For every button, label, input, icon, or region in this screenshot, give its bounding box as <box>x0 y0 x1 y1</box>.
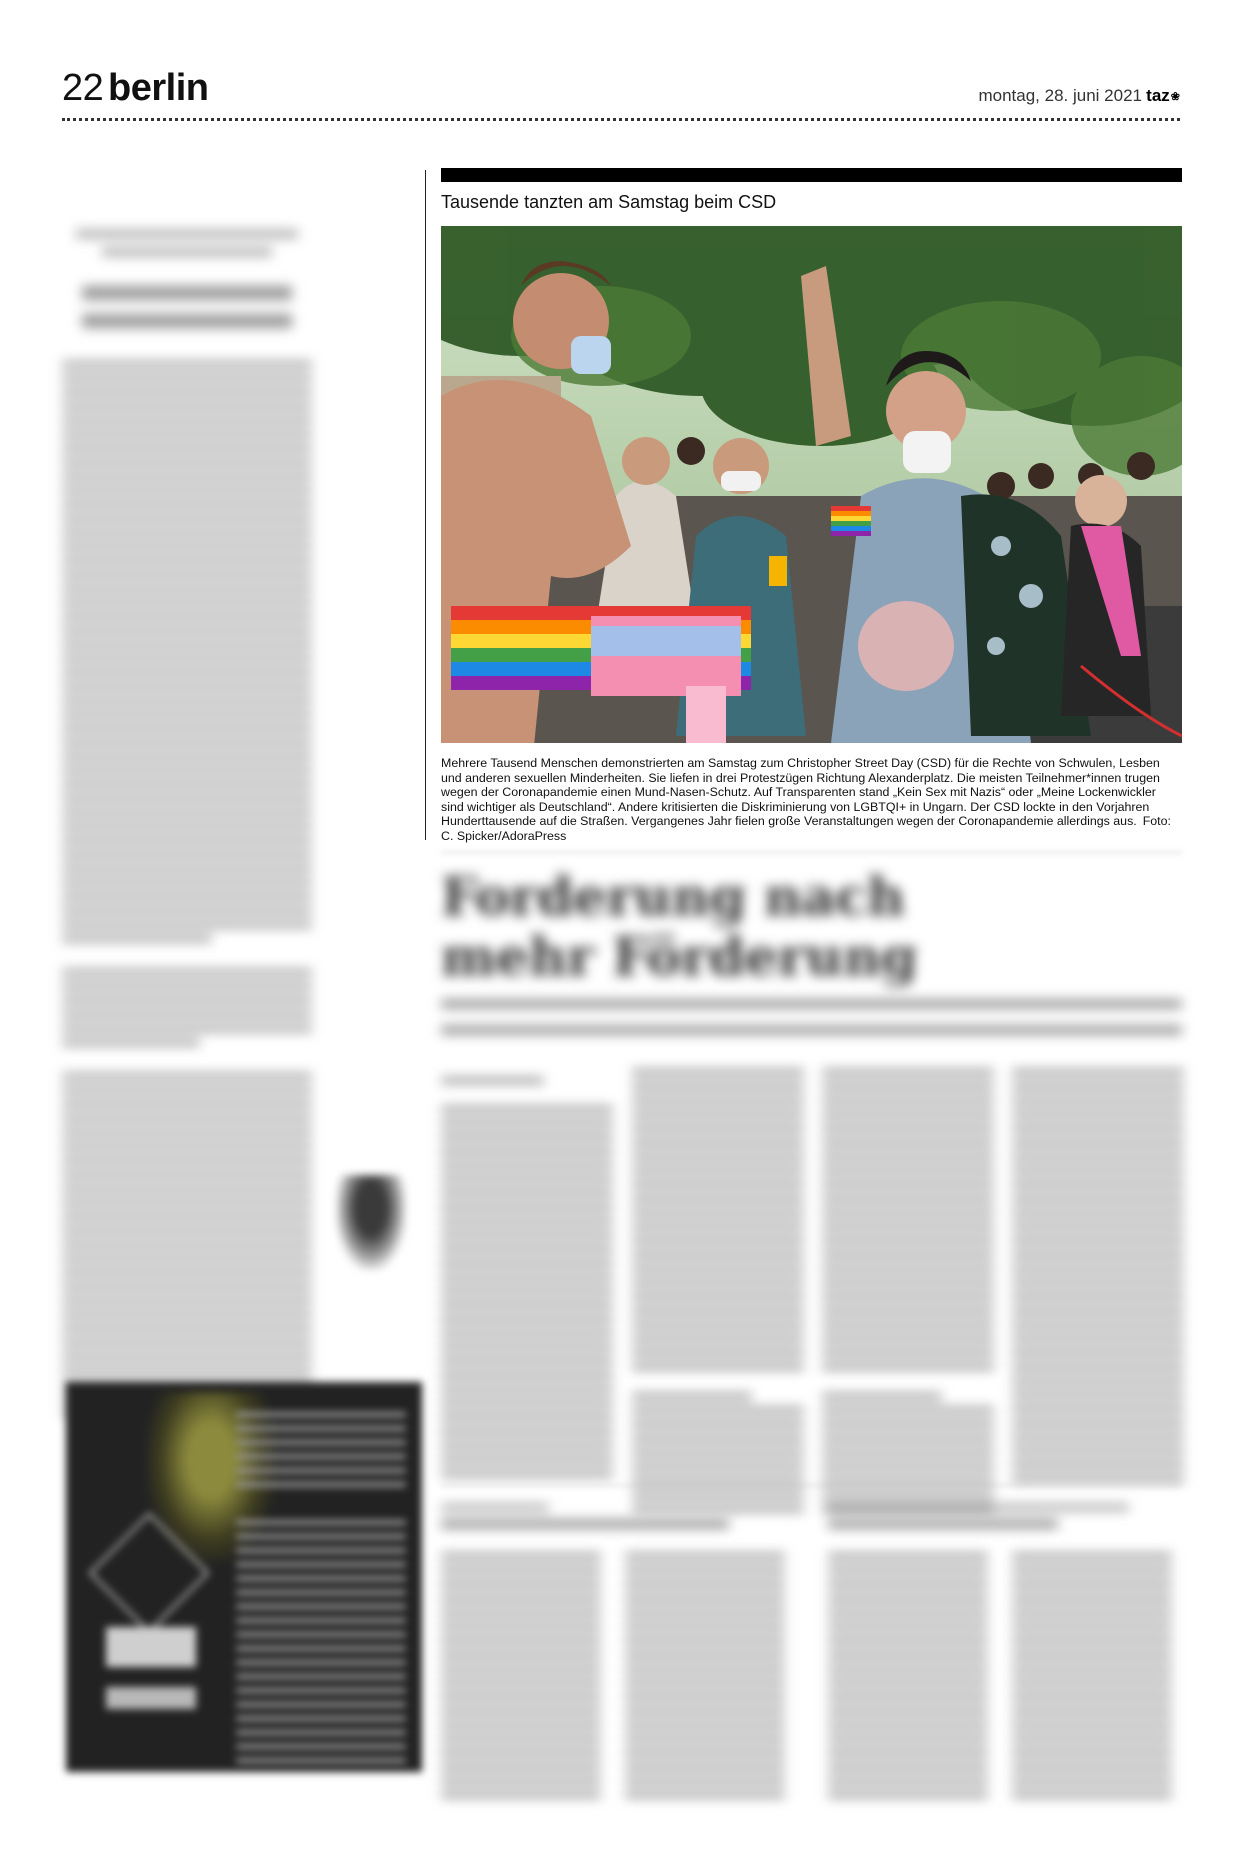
section-name: berlin <box>108 67 209 109</box>
csd-photo <box>441 226 1182 743</box>
caption-text: Mehrere Tausend Menschen demonstrierten am Samstag zum Christopher Street Day (CSD) für die Rechte von Schwulen, Lesben und anderen sexuellen Minderheiten. Sie liefen in drei Protestzügen Richtung Alexanderplatz. Die meisten Teilnehmer*innen trugen wegen der Coronapandemie einen Mund-Nasen-Schutz. Auf Transparenten stand „Kein Sex mit Nazis“ oder „Meine Lockenwickler sind wichtiger als Deutschland“. Andere kritisierten die Diskriminierung von LGBTQI+ in Ungarn. Der CSD lockte in den Vorjahren Hunderttausende auf die Straßen. Vergangenes Jahr fielen große Veranstaltungen wegen der Coronapandemie allerdings aus. <box>441 756 1160 829</box>
issue-date: montag, 28. juni 2021 <box>978 86 1142 105</box>
advertisement <box>66 1382 422 1772</box>
article-column <box>822 1070 994 1520</box>
photo-credit: Foto: C. Spicker/AdoraPress <box>441 814 1171 843</box>
page-number: 22 <box>62 67 104 109</box>
paw-icon: ❀ <box>1170 91 1180 103</box>
left-headline-line <box>82 286 292 300</box>
photo-vertical-rule <box>425 170 426 840</box>
ad-logo-block <box>106 1627 196 1667</box>
short-article <box>828 1505 1182 1806</box>
article-column <box>1012 1070 1184 1490</box>
left-headline-line <box>82 314 292 328</box>
csd-photo-illustration <box>441 226 1182 743</box>
article-headline <box>441 868 1182 988</box>
author-portrait <box>336 1175 406 1270</box>
article-column <box>441 1078 613 1485</box>
left-body-text <box>62 362 312 1415</box>
photo-caption <box>441 756 1182 844</box>
left-kicker-line <box>102 248 272 256</box>
header-dotted-rule <box>62 118 1180 121</box>
headline-line: mehr Förderung <box>441 927 918 988</box>
taz-logo <box>1146 86 1180 106</box>
photo-heading: Tausende tanzten am Samstag beim CSD <box>441 192 777 212</box>
ad-text <box>236 1412 406 1772</box>
left-column-article <box>62 230 312 1424</box>
photo-top-bar <box>441 168 1182 182</box>
ad-logo-block <box>106 1687 196 1709</box>
logo-text: taz <box>1146 86 1170 105</box>
headline-line: Forderung nach <box>441 867 906 928</box>
short-article <box>441 1505 801 1806</box>
left-kicker-line <box>76 230 298 238</box>
article-column <box>632 1070 804 1520</box>
article-lead <box>441 1000 1182 1052</box>
lower-section-rule <box>441 1485 1182 1486</box>
article-top-rule <box>441 852 1182 853</box>
